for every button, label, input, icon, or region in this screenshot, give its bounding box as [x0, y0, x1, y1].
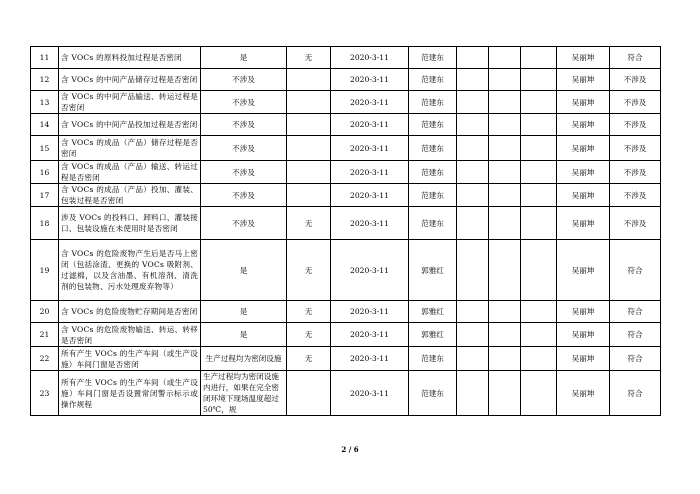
row-number: 12	[31, 69, 59, 91]
row-item: 含 VOCs 的成品（产品）储存过程是否密闭	[59, 136, 201, 161]
row-reviewer: 吴丽坤	[557, 184, 610, 207]
row-number: 23	[31, 371, 59, 416]
row-issue: 无	[287, 207, 331, 240]
row-inspector: 范建东	[409, 207, 457, 240]
row-result: 符合	[610, 347, 661, 371]
row-blank	[521, 136, 557, 161]
row-item: 所有产生 VOCs 的生产车间（或生产设施）车间门窗是否设置常闭警示标示或操作规程	[59, 371, 201, 416]
row-item: 涉及 VOCs 的投料口、卸料口、灌装接口、包装设施在未使用时是否密闭	[59, 207, 201, 240]
row-number: 16	[31, 161, 59, 184]
row-issue	[287, 114, 331, 136]
row-item: 所有产生 VOCs 的生产车间（或生产设施）车间门窗是否密闭	[59, 347, 201, 371]
row-date: 2020-3-11	[331, 240, 409, 301]
row-inspector: 郭雅红	[409, 323, 457, 347]
row-blank	[521, 371, 557, 416]
row-blank	[457, 371, 489, 416]
row-blank	[489, 47, 521, 69]
row-issue	[287, 69, 331, 91]
row-result: 不涉及	[610, 69, 661, 91]
row-blank	[457, 301, 489, 323]
row-blank	[521, 47, 557, 69]
row-number: 20	[31, 301, 59, 323]
row-number: 15	[31, 136, 59, 161]
row-status: 是	[201, 323, 287, 347]
row-blank	[489, 371, 521, 416]
row-result: 不涉及	[610, 91, 661, 114]
table-row	[31, 347, 661, 371]
row-blank	[457, 69, 489, 91]
row-blank	[457, 184, 489, 207]
row-blank	[457, 114, 489, 136]
row-date: 2020-3-11	[331, 184, 409, 207]
row-blank	[521, 114, 557, 136]
row-result: 符合	[610, 371, 661, 416]
row-blank	[521, 69, 557, 91]
row-item: 含 VOCs 的危险废物产生后是否马上密闭（包括涂渣、更换的 VOCs 吸附剂、过滤棉，以及含油墨、有机溶剂、清洗剂的包装物、污水处理废弃物等）	[59, 240, 201, 301]
table-row	[31, 371, 661, 416]
row-status: 不涉及	[201, 184, 287, 207]
row-reviewer: 吴丽坤	[557, 47, 610, 69]
row-issue: 无	[287, 301, 331, 323]
row-blank	[521, 91, 557, 114]
table-row	[31, 114, 661, 136]
table-row	[31, 323, 661, 347]
row-issue: 无	[287, 347, 331, 371]
row-inspector: 范建东	[409, 184, 457, 207]
row-number: 11	[31, 47, 59, 69]
row-date: 2020-3-11	[331, 136, 409, 161]
row-status: 是	[201, 47, 287, 69]
row-number: 21	[31, 323, 59, 347]
row-blank	[489, 347, 521, 371]
row-blank	[489, 301, 521, 323]
inspection-table	[30, 46, 661, 416]
row-reviewer: 吴丽坤	[557, 161, 610, 184]
row-date: 2020-3-11	[331, 301, 409, 323]
row-blank	[521, 207, 557, 240]
row-result: 符合	[610, 240, 661, 301]
row-result: 符合	[610, 301, 661, 323]
row-reviewer: 吴丽坤	[557, 371, 610, 416]
row-date: 2020-3-11	[331, 69, 409, 91]
row-result: 不涉及	[610, 184, 661, 207]
row-status: 不涉及	[201, 207, 287, 240]
row-status: 不涉及	[201, 69, 287, 91]
row-issue	[287, 161, 331, 184]
row-blank	[457, 323, 489, 347]
row-inspector: 范建东	[409, 69, 457, 91]
row-issue	[287, 91, 331, 114]
row-inspector: 范建东	[409, 371, 457, 416]
row-status: 不涉及	[201, 91, 287, 114]
row-blank	[489, 184, 521, 207]
row-item: 含 VOCs 的成品（产品）输送、转运过程是否密闭	[59, 161, 201, 184]
page-number: 2 / 6	[341, 445, 359, 454]
row-status: 不涉及	[201, 114, 287, 136]
row-date: 2020-3-11	[331, 91, 409, 114]
table-row	[31, 47, 661, 69]
row-date: 2020-3-11	[331, 323, 409, 347]
row-item: 含 VOCs 的成品（产品）投加、灌装、包装过程是否密闭	[59, 184, 201, 207]
table-row	[31, 184, 661, 207]
row-result: 不涉及	[610, 114, 661, 136]
table-row	[31, 240, 661, 301]
row-issue	[287, 184, 331, 207]
row-reviewer: 吴丽坤	[557, 207, 610, 240]
row-issue: 无	[287, 240, 331, 301]
row-status: 不涉及	[201, 161, 287, 184]
row-date: 2020-3-11	[331, 47, 409, 69]
row-blank	[489, 161, 521, 184]
row-blank	[521, 301, 557, 323]
row-blank	[457, 136, 489, 161]
row-number: 18	[31, 207, 59, 240]
row-blank	[521, 161, 557, 184]
row-item: 含 VOCs 的原料投加过程是否密闭	[59, 47, 201, 69]
row-inspector: 郭雅红	[409, 240, 457, 301]
row-issue: 无	[287, 47, 331, 69]
row-inspector: 范建东	[409, 47, 457, 69]
table-row	[31, 161, 661, 184]
row-result: 不涉及	[610, 207, 661, 240]
row-reviewer: 吴丽坤	[557, 69, 610, 91]
row-reviewer: 吴丽坤	[557, 301, 610, 323]
row-inspector: 范建东	[409, 136, 457, 161]
row-result: 符合	[610, 47, 661, 69]
row-inspector: 范建东	[409, 161, 457, 184]
row-item: 含 VOCs 的中间产品储存过程是否密闭	[59, 69, 201, 91]
row-number: 19	[31, 240, 59, 301]
row-item: 含 VOCs 的危险废物输送、转运、转移是否密闭	[59, 323, 201, 347]
row-reviewer: 吴丽坤	[557, 240, 610, 301]
row-issue: 无	[287, 323, 331, 347]
row-status: 不涉及	[201, 136, 287, 161]
row-blank	[521, 184, 557, 207]
row-blank	[489, 91, 521, 114]
row-blank	[489, 136, 521, 161]
row-issue	[287, 136, 331, 161]
row-reviewer: 吴丽坤	[557, 91, 610, 114]
row-reviewer: 吴丽坤	[557, 323, 610, 347]
row-date: 2020-3-11	[331, 347, 409, 371]
row-item: 含 VOCs 的中间产品输送、转运过程是否密闭	[59, 91, 201, 114]
row-status: 生产过程均为密闭设施内进行，如果在完全密闭环境下现场温度超过 50℃，规	[201, 371, 287, 416]
table-row	[31, 207, 661, 240]
row-blank	[521, 323, 557, 347]
row-blank	[457, 240, 489, 301]
row-blank	[489, 240, 521, 301]
row-blank	[489, 114, 521, 136]
row-inspector: 范建东	[409, 347, 457, 371]
row-blank	[457, 91, 489, 114]
row-blank	[489, 207, 521, 240]
row-blank	[521, 240, 557, 301]
row-inspector: 范建东	[409, 91, 457, 114]
row-status: 是	[201, 240, 287, 301]
row-date: 2020-3-11	[331, 161, 409, 184]
row-blank	[457, 161, 489, 184]
row-blank	[489, 323, 521, 347]
row-date: 2020-3-11	[331, 371, 409, 416]
row-result: 符合	[610, 323, 661, 347]
row-item: 含 VOCs 的中间产品投加过程是否密闭	[59, 114, 201, 136]
row-blank	[489, 69, 521, 91]
row-date: 2020-3-11	[331, 207, 409, 240]
table-body	[31, 47, 661, 416]
row-inspector: 范建东	[409, 114, 457, 136]
row-inspector: 郭雅红	[409, 301, 457, 323]
table-row	[31, 69, 661, 91]
table-row	[31, 91, 661, 114]
row-number: 13	[31, 91, 59, 114]
row-number: 17	[31, 184, 59, 207]
row-blank	[521, 347, 557, 371]
row-blank	[457, 347, 489, 371]
row-number: 14	[31, 114, 59, 136]
table-row	[31, 136, 661, 161]
row-date: 2020-3-11	[331, 114, 409, 136]
row-item: 含 VOCs 的危险废物贮存期间是否密闭	[59, 301, 201, 323]
row-reviewer: 吴丽坤	[557, 347, 610, 371]
row-status: 是	[201, 301, 287, 323]
row-number: 22	[31, 347, 59, 371]
row-result: 不涉及	[610, 161, 661, 184]
row-status: 生产过程均为密闭设施	[201, 347, 287, 371]
row-blank	[457, 47, 489, 69]
row-reviewer: 吴丽坤	[557, 136, 610, 161]
row-reviewer: 吴丽坤	[557, 114, 610, 136]
row-issue	[287, 371, 331, 416]
row-result: 不涉及	[610, 136, 661, 161]
table-row	[31, 301, 661, 323]
row-blank	[457, 207, 489, 240]
